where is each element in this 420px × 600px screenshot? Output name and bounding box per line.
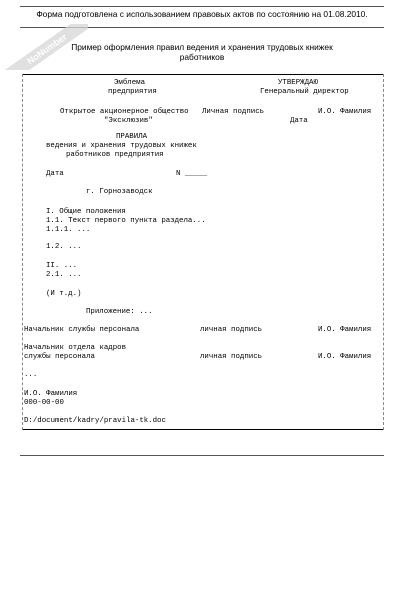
hr-dept-signature: личная подпись bbox=[200, 353, 263, 361]
hr-head-signature: личная подпись bbox=[200, 326, 263, 334]
document-title bbox=[20, 42, 384, 62]
document-title-line2: работников bbox=[179, 52, 225, 62]
signer-name: И.О. Фамилия bbox=[318, 108, 372, 116]
hr-dept-title-line1: Начальник отдела кадров bbox=[24, 344, 127, 352]
section-1-heading: I. Общие положения bbox=[46, 208, 126, 216]
number-field: N _____ bbox=[176, 170, 208, 178]
item-1-1: 1.1. Текст первого пункта раздела... bbox=[46, 217, 206, 225]
frame-right-border bbox=[383, 74, 384, 430]
file-path: D:/document/kadry/pravila-tk.doc bbox=[24, 417, 166, 425]
etc-note: (И т.д.) bbox=[46, 290, 82, 298]
frame-bottom-border bbox=[22, 429, 384, 430]
attachment-label: Приложение: ... bbox=[86, 308, 153, 316]
city-name: г. Горнозаводск bbox=[86, 188, 153, 196]
bottom-rule bbox=[20, 455, 384, 456]
top-rule bbox=[20, 6, 384, 7]
signature-label: Личная подпись bbox=[202, 108, 265, 116]
watermark-band: NoNumber bbox=[0, 24, 88, 70]
hr-dept-name: И.О. Фамилия bbox=[318, 353, 372, 361]
ellipsis: ... bbox=[24, 371, 38, 379]
approve-sublabel: Генеральный директор bbox=[260, 88, 349, 96]
frame-top-border bbox=[22, 74, 384, 75]
item-1-2: 1.2. ... bbox=[46, 243, 82, 251]
item-1-1-1: 1.1.1. ... bbox=[46, 226, 91, 234]
approval-date-label: Дата bbox=[290, 117, 308, 125]
document-title-line1: Пример оформления правил ведения и хранения трудовых книжек bbox=[71, 42, 333, 52]
item-2-1: 2.1. ... bbox=[46, 271, 82, 279]
section-2-heading: II. ... bbox=[46, 262, 78, 270]
form-source-note: Форма подготовлена с использованием правовых актов по состоянию на 01.08.2010. bbox=[36, 9, 368, 19]
executor-name: И.О. Фамилия bbox=[24, 390, 78, 398]
emblem-sublabel: предприятия bbox=[108, 88, 157, 96]
executor-phone: 000-00-00 bbox=[24, 399, 64, 407]
hr-head-name: И.О. Фамилия bbox=[318, 326, 372, 334]
frame-left-border bbox=[22, 74, 23, 430]
form-frame bbox=[22, 74, 384, 430]
hr-dept-title-line2: службы персонала bbox=[24, 353, 95, 361]
document-subject-line1: ведения и хранения трудовых книжек bbox=[46, 142, 197, 150]
organization-quoted-name: "Эксклюзив" bbox=[104, 117, 153, 125]
document-subject-line2: работников предприятия bbox=[66, 151, 164, 159]
hr-head-title: Начальник службы персонала bbox=[24, 326, 140, 334]
document-kind: ПРАВИЛА bbox=[116, 133, 148, 141]
organization-name: Открытое акционерное общество bbox=[60, 108, 189, 116]
date-label: Дата bbox=[46, 170, 64, 178]
approve-label: УТВЕРЖДАЮ bbox=[278, 79, 318, 87]
emblem-label: Эмблема bbox=[114, 79, 146, 87]
